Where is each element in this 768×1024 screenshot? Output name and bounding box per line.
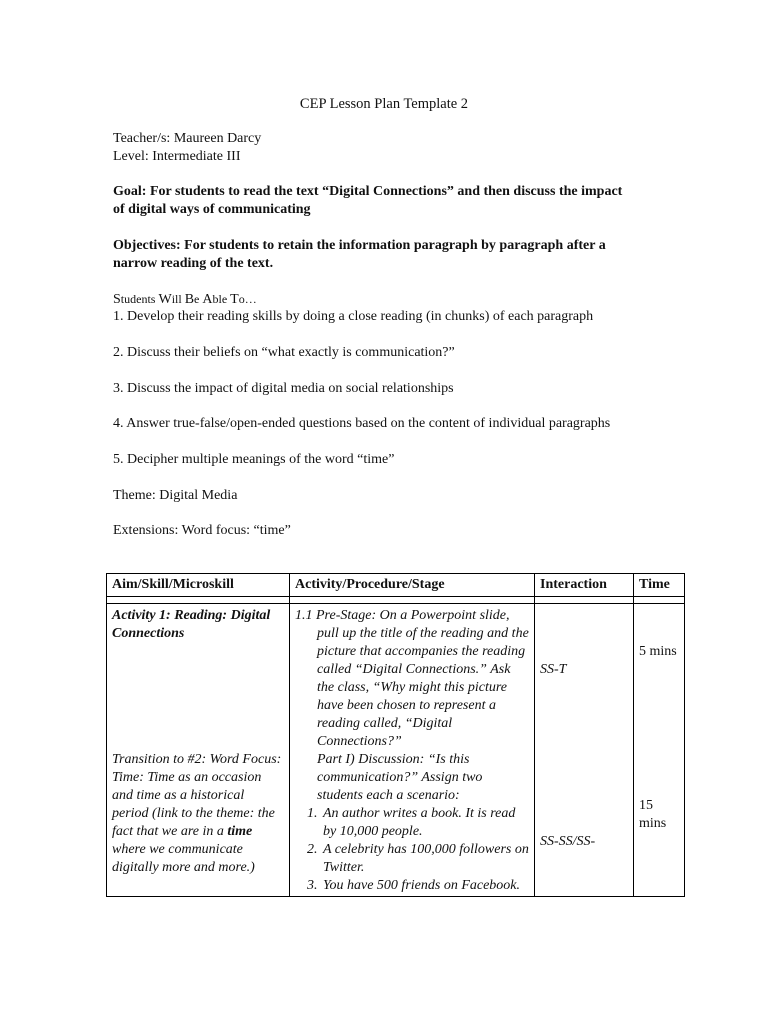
table-row xyxy=(107,604,685,897)
objective-item-3: 3. Discuss the impact of digital media on social relationships xyxy=(113,381,454,396)
list-item: 2. A celebrity has 100,000 followers on Twitter. xyxy=(321,841,529,877)
interaction-1: SS-T xyxy=(540,662,567,677)
theme-line: Theme: Digital Media xyxy=(113,488,238,503)
header-time: Time xyxy=(634,574,685,597)
procedure-cell xyxy=(290,604,535,897)
table-spacer-row xyxy=(107,597,685,604)
activity-title: Activity 1: Reading: Digital Connections xyxy=(112,608,271,641)
extensions-line: Extensions: Word focus: “time” xyxy=(113,523,291,538)
time-2: 15 mins xyxy=(639,798,667,831)
objective-item-2: 2. Discuss their beliefs on “what exactly is communication?” xyxy=(113,345,455,360)
time-cell xyxy=(634,604,685,897)
interaction-2: SS-SS/SS- xyxy=(540,834,596,849)
objectives-paragraph: Objectives: For students to retain the information paragraph by paragraph after a narrow reading of the text. xyxy=(113,238,606,271)
list-item: 3. You have 500 friends on Facebook. xyxy=(321,877,529,895)
prestage-text: pull up the title of the reading and the picture that accompanies the reading called “Digital Connections.” Ask the class, “Why might this picture have been chosen to represent a reading called, “Digital Connections?” xyxy=(317,626,529,749)
header-aim: Aim/Skill/Microskill xyxy=(107,574,290,597)
interaction-cell xyxy=(535,604,634,897)
objective-item-1: 1. Develop their reading skills by doing a close reading (in chunks) of each paragraph xyxy=(113,309,594,324)
page-title: CEP Lesson Plan Template 2 xyxy=(299,96,469,112)
teacher-line: Teacher/s: Maureen Darcy xyxy=(113,131,262,146)
lesson-table xyxy=(106,573,685,897)
discussion-text: Part I) Discussion: “Is this communication?” Assign two students each a scenario: xyxy=(317,752,483,803)
table-header-row xyxy=(107,574,685,597)
prestage-lead: 1.1 Pre-Stage: On a Powerpoint slide, xyxy=(295,608,510,623)
aim-cell xyxy=(107,604,290,897)
transition-text: Transition to #2: Word Focus: Time: Time as an occasion and time as a historical period (link to the theme: the fact that we are in a time where we communicate digitally more and more.) xyxy=(112,752,282,875)
time-1: 5 mins xyxy=(639,644,677,659)
header-interaction: Interaction xyxy=(535,574,634,597)
goal-paragraph: Goal: For students to read the text “Digital Connections” and then discuss the impact of digital ways of communicating xyxy=(113,184,623,217)
objective-item-5: 5. Decipher multiple meanings of the word “time” xyxy=(113,452,395,467)
swbat-heading: Students Will Be Able To… xyxy=(113,292,257,307)
header-activity: Activity/Procedure/Stage xyxy=(290,574,535,597)
list-item: 1. An author writes a book. It is read by 10,000 people. xyxy=(321,805,529,841)
scenario-list xyxy=(295,805,529,895)
level-line: Level: Intermediate III xyxy=(113,149,241,164)
objective-item-4: 4. Answer true-false/open-ended questions based on the content of individual paragraphs xyxy=(113,416,611,431)
